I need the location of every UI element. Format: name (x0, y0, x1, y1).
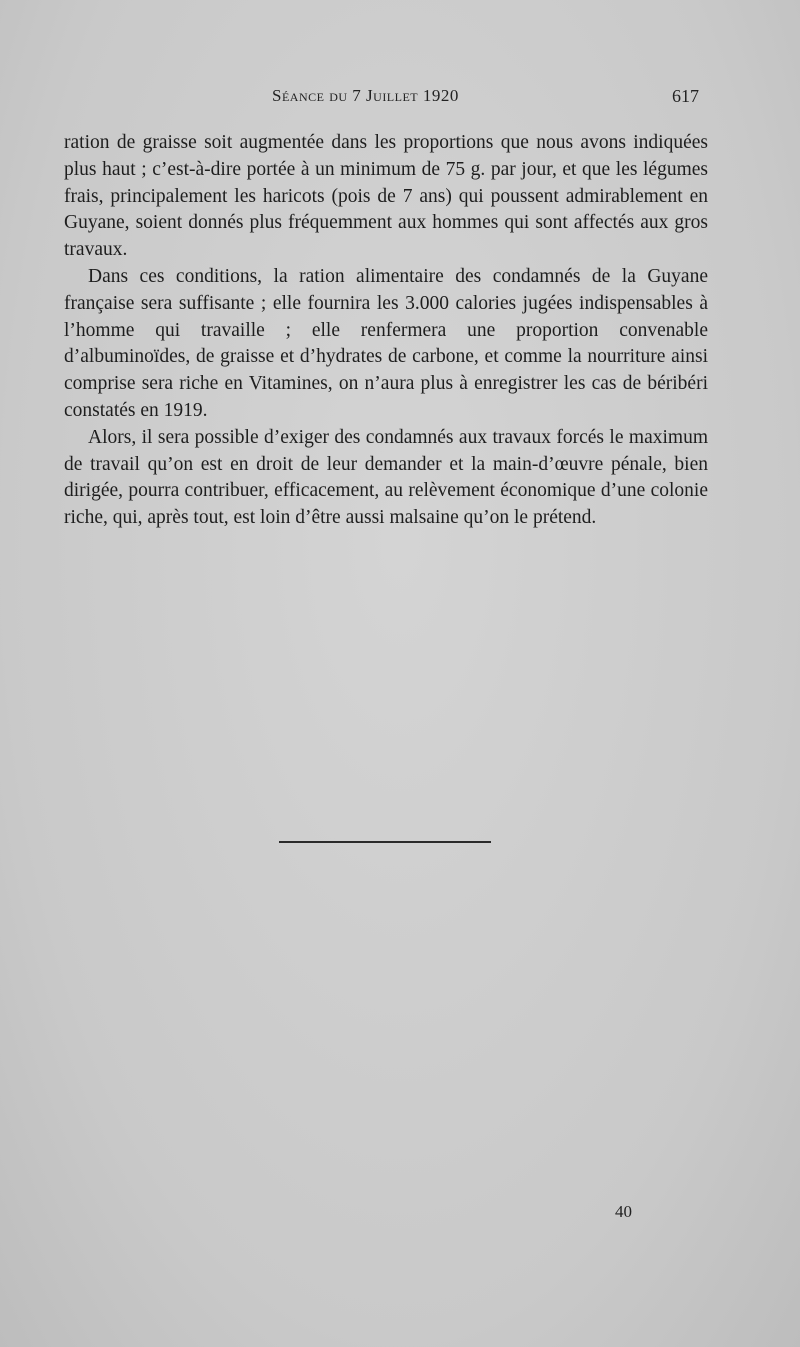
paragraph-1: ration de graisse soit augmentée dans les proportions que nous avons indiquées plus haut ; c’est-à-dire portée à un minimum de 75 g. par jour, et que les légumes frais, principalement les haricots (pois de 7 ans) qui poussent admirablement en Guyane, soient donnés plus fréquemment aux hommes qui sont affectés aux gros travaux. (64, 132, 708, 261)
body-text (64, 130, 708, 532)
signature-mark: 40 (615, 1202, 632, 1221)
paragraph-2: Dans ces conditions, la ration alimentaire des condamnés de la Guyane française sera suffisante ; elle fournira les 3.000 calories jugées indispensables à l’homme qui travaille ; elle renfermera une proportion convenable d’albuminoïdes, de graisse et d’hydrates de carbone, et comme la nourriture ainsi comprise sera riche en Vitamines, on n’aura plus à enregistrer les cas de béribéri constatés en 1919. (64, 265, 708, 421)
paragraph-3: Alors, il sera possible d’exiger des condamnés aux travaux forcés le maximum de travail qu’on est en droit de leur demander et la main-d’œuvre pénale, bien dirigée, pourra contribuer, efficacement, au relèvement économique d’une colonie riche, qui, après tout, est loin d’être aussi malsaine qu’on le prétend. (64, 426, 708, 529)
page-number: 617 (672, 86, 699, 106)
end-rule (279, 841, 491, 843)
running-title: Séance du 7 Juillet 1920 (272, 86, 459, 105)
